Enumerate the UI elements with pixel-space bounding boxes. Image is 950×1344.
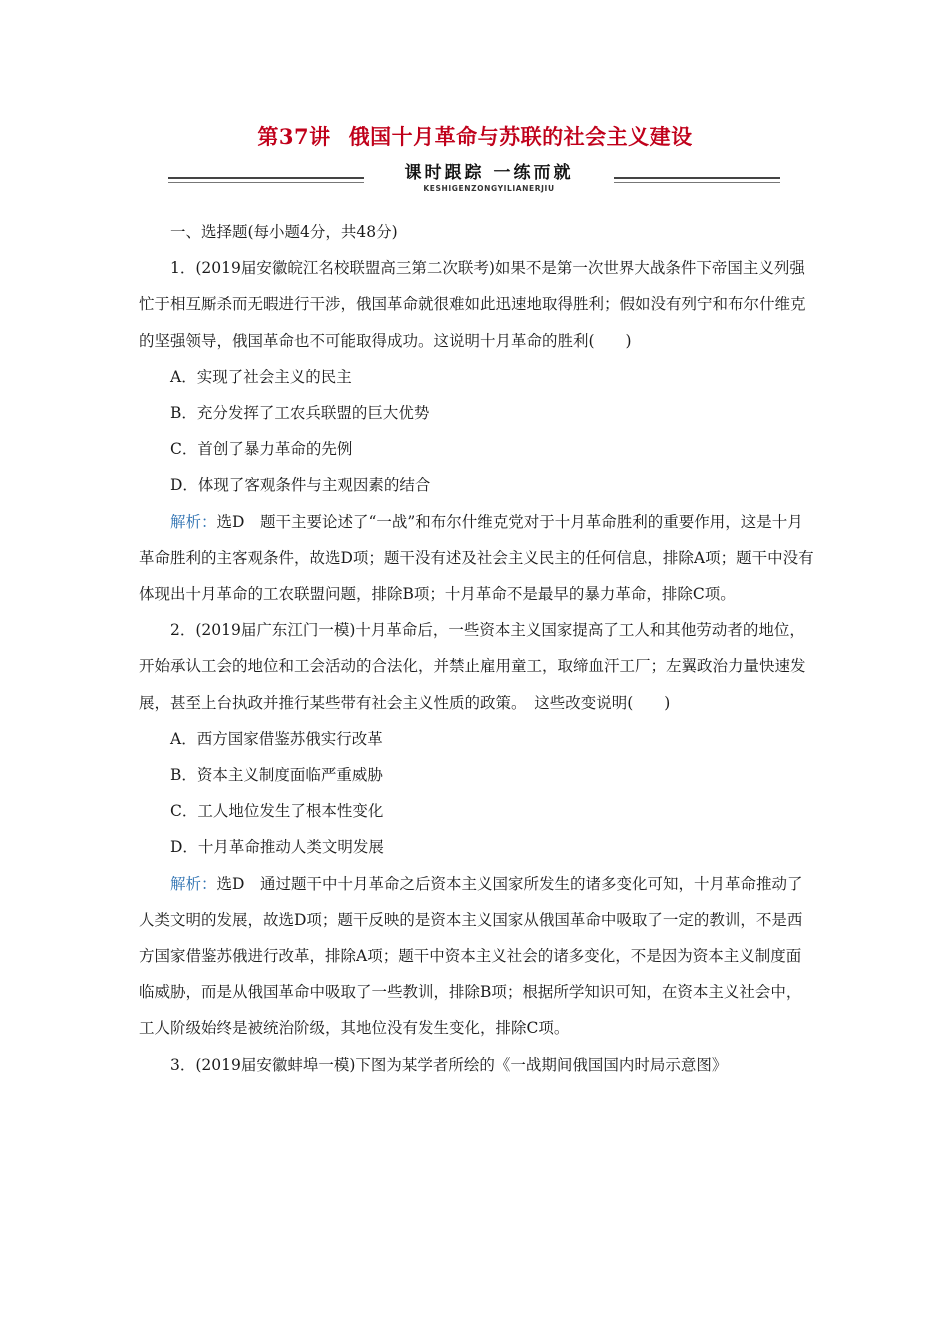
- question-2-option-d: D．十月革命推动人类文明发展: [170, 838, 384, 857]
- question-2-option-b: B．资本主义制度面临严重威胁: [170, 766, 383, 785]
- question-2-analysis: [139, 866, 815, 1047]
- question-3-stem: 3．(2019届安徽蚌埠一模)下图为某学者所绘的《一战期间俄国国内时局示意图》: [170, 1055, 728, 1074]
- analysis-text: 选D 通过题干中十月革命之后资本主义国家所发生的诸多变化可知，十月革命推动了人类文明的发展，故选D项；题干反映的是资本主义国家从俄国革命中吸取了一定的教训，不是西方国家借鉴苏俄进行改革，排除A项；题干中资本主义社会的诸多变化，不是因为资本主义制度面临威胁，而是从俄国革命中吸取了一些教训，排除B项；根据所学知识可知，在资本主义社会中，工人阶级始终是被统治阶级，其地位没有发生变化，排除C项。: [139, 874, 803, 1038]
- question-2-stem: 2．(2019届广东江门一模)十月革命后，一些资本主义国家提高了工人和其他劳动者的地位，开始承认工会的地位和工会活动的合法化，并禁止雇用童工，取缔血汗工厂；左翼政治力量快速发展，甚至上台执政并推行某些带有社会主义性质的政策。 这些改变说明( ): [139, 621, 806, 712]
- banner-title: 课时跟踪 一练而就: [404, 163, 574, 183]
- banner-plate: [364, 162, 614, 192]
- section-banner: [168, 160, 780, 200]
- question-1-option-b: B．充分发挥了工农兵联盟的巨大优势: [170, 404, 430, 423]
- document-body: [139, 214, 815, 1083]
- question-2-option-a: A．西方国家借鉴苏俄实行改革: [170, 729, 383, 748]
- question-1-option-d: D．体现了客观条件与主观因素的结合: [170, 476, 431, 495]
- banner-subtitle: KESHIGENZONGYILIANERJIU: [423, 184, 555, 193]
- question-1-analysis: [139, 504, 815, 613]
- lecture-number: 第37讲: [257, 124, 331, 149]
- question-2-option-c: C．工人地位发生了根本性变化: [170, 802, 384, 821]
- section-heading: 一、选择题(每小题4分，共48分): [170, 223, 398, 241]
- question-1-option-c: C．首创了暴力革命的先例: [170, 440, 353, 459]
- analysis-text: 选D 题干主要论述了“一战”和布尔什维克党对于十月革命胜利的重要作用，这是十月革命胜利的主客观条件，故选D项；题干没有述及社会主义民主的任何信息，排除A项；题干中没有体现出十月革命的工农联盟问题，排除B项；十月革命不是最早的暴力革命，排除C项。: [139, 512, 814, 604]
- analysis-label: 解析：: [170, 512, 217, 531]
- lecture-title: 俄国十月革命与苏联的社会主义建设: [348, 124, 693, 149]
- analysis-label: 解析：: [170, 874, 217, 893]
- question-1-option-a: A．实现了社会主义的民主: [170, 367, 352, 386]
- question-1-stem: 1．(2019届安徽皖江名校联盟高三第二次联考)如果不是第一次世界大战条件下帝国主义列强忙于相互厮杀而无暇进行干涉，俄国革命就很难如此迅速地取得胜利；假如没有列宁和布尔什维克的坚强领导，俄国革命也不可能取得成功。这说明十月革命的胜利( ): [139, 259, 806, 350]
- page-title: [0, 121, 950, 151]
